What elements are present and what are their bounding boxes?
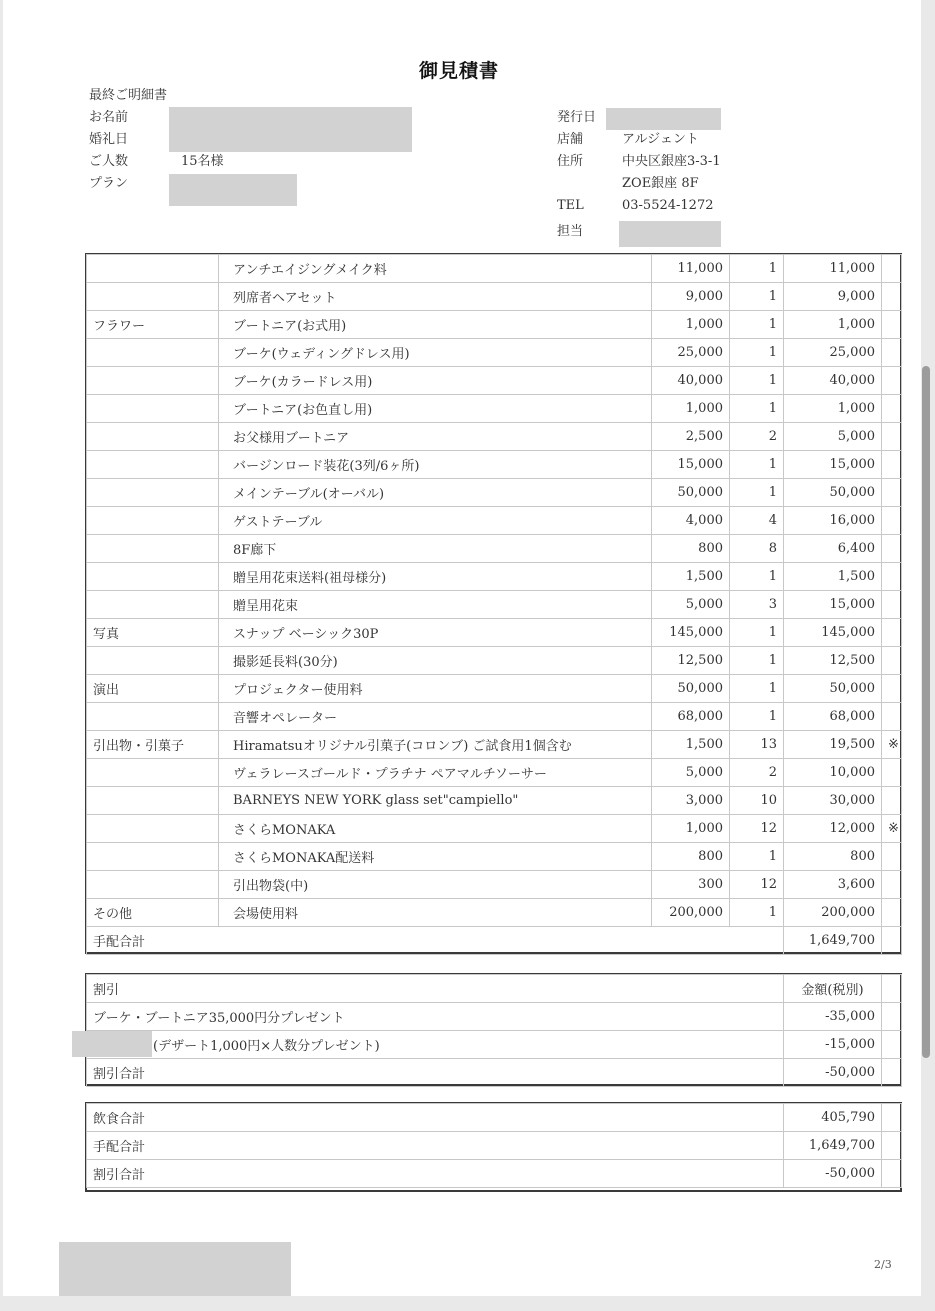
table-row xyxy=(87,535,902,563)
item-price: 1,500 xyxy=(652,563,730,591)
item-mark xyxy=(882,395,902,423)
item-mark xyxy=(882,311,902,339)
item-name: 8F廊下 xyxy=(219,535,652,563)
table-row xyxy=(87,423,902,451)
item-qty: 2 xyxy=(730,759,784,787)
item-category xyxy=(87,395,219,423)
item-name: 音響オペレーター xyxy=(219,703,652,731)
item-name: スナップ ベーシック30P xyxy=(219,619,652,647)
item-amount: 16,000 xyxy=(784,507,882,535)
item-name: 贈呈用花束 xyxy=(219,591,652,619)
arrangement-total-label: 手配合計 xyxy=(87,927,784,955)
item-price: 15,000 xyxy=(652,451,730,479)
discount-header-label: 割引 xyxy=(87,975,784,1003)
table-row xyxy=(87,507,902,535)
discount-total-row xyxy=(87,1059,902,1087)
table-row xyxy=(87,591,902,619)
item-mark xyxy=(882,283,902,311)
items-table xyxy=(86,254,902,955)
item-category xyxy=(87,283,219,311)
item-qty: 1 xyxy=(730,395,784,423)
table-row xyxy=(87,675,902,703)
item-amount: 15,000 xyxy=(784,451,882,479)
item-qty: 1 xyxy=(730,647,784,675)
item-qty: 1 xyxy=(730,451,784,479)
scrollbar-thumb[interactable] xyxy=(922,366,930,1058)
item-qty: 13 xyxy=(730,731,784,759)
item-category xyxy=(87,479,219,507)
item-mark xyxy=(882,255,902,283)
item-qty: 3 xyxy=(730,591,784,619)
item-mark xyxy=(882,563,902,591)
item-name: アンチエイジングメイク料 xyxy=(219,255,652,283)
item-category xyxy=(87,255,219,283)
item-price: 25,000 xyxy=(652,339,730,367)
table-row xyxy=(87,395,902,423)
item-category xyxy=(87,815,219,843)
item-qty: 1 xyxy=(730,899,784,927)
item-amount: 12,000 xyxy=(784,815,882,843)
table-row xyxy=(87,255,902,283)
item-category: 演出 xyxy=(87,675,219,703)
item-name: 会場使用料 xyxy=(219,899,652,927)
item-category xyxy=(87,871,219,899)
item-category xyxy=(87,451,219,479)
item-mark xyxy=(882,647,902,675)
address-line1: 中央区銀座3-3-1 xyxy=(622,154,721,169)
plan-label: プラン xyxy=(89,176,129,191)
discount-header-amount-label: 金額(税別) xyxy=(784,975,882,1003)
summary-label: 飲食合計 xyxy=(87,1104,784,1132)
item-qty: 4 xyxy=(730,507,784,535)
summary-label: 割引合計 xyxy=(87,1160,784,1188)
item-category xyxy=(87,507,219,535)
item-mark xyxy=(882,451,902,479)
item-name: 撮影延長料(30分) xyxy=(219,647,652,675)
item-name: BARNEYS NEW YORK glass set"campiello" xyxy=(219,787,652,815)
item-amount: 10,000 xyxy=(784,759,882,787)
item-category: その他 xyxy=(87,899,219,927)
summary-row xyxy=(87,1160,902,1188)
item-price: 1,000 xyxy=(652,311,730,339)
item-name: メインテーブル(オーバル) xyxy=(219,479,652,507)
item-amount: 15,000 xyxy=(784,591,882,619)
item-name: バージンロード装花(3列/6ヶ所) xyxy=(219,451,652,479)
redacted-plan xyxy=(169,174,297,206)
item-amount: 1,000 xyxy=(784,311,882,339)
store-label: 店舗 xyxy=(557,132,584,147)
item-amount: 800 xyxy=(784,843,882,871)
item-name: ブートニア(お色直し用) xyxy=(219,395,652,423)
item-price: 2,500 xyxy=(652,423,730,451)
item-price: 9,000 xyxy=(652,283,730,311)
item-qty: 1 xyxy=(730,843,784,871)
item-mark xyxy=(882,339,902,367)
item-qty: 2 xyxy=(730,423,784,451)
table-row xyxy=(87,563,902,591)
item-mark xyxy=(882,619,902,647)
table-row xyxy=(87,787,902,815)
discount-total-amount: -50,000 xyxy=(784,1059,882,1087)
item-category xyxy=(87,367,219,395)
discount-table xyxy=(86,974,902,1087)
tel-value: 03-5524-1272 xyxy=(622,198,714,213)
item-amount: 200,000 xyxy=(784,899,882,927)
item-qty: 1 xyxy=(730,675,784,703)
item-category xyxy=(87,647,219,675)
discount-row-label: (デザート1,000円×人数分プレゼント) xyxy=(87,1031,784,1059)
discount-total-label: 割引合計 xyxy=(87,1059,784,1087)
item-name: 引出物袋(中) xyxy=(219,871,652,899)
table-row xyxy=(87,647,902,675)
table-row xyxy=(87,815,902,843)
item-qty: 8 xyxy=(730,535,784,563)
item-price: 11,000 xyxy=(652,255,730,283)
item-price: 4,000 xyxy=(652,507,730,535)
item-price: 800 xyxy=(652,535,730,563)
item-mark: ※ xyxy=(882,731,902,759)
table-row xyxy=(87,871,902,899)
item-qty: 1 xyxy=(730,311,784,339)
guests-value: 15名様 xyxy=(181,154,224,169)
item-qty: 1 xyxy=(730,283,784,311)
item-price: 50,000 xyxy=(652,479,730,507)
table-row xyxy=(87,311,902,339)
table-row xyxy=(87,451,902,479)
staff-label: 担当 xyxy=(557,224,584,239)
item-mark xyxy=(882,479,902,507)
item-amount: 11,000 xyxy=(784,255,882,283)
item-price: 5,000 xyxy=(652,591,730,619)
item-price: 68,000 xyxy=(652,703,730,731)
summary-amount: 1,649,700 xyxy=(784,1132,882,1160)
item-qty: 1 xyxy=(730,619,784,647)
item-mark xyxy=(882,899,902,927)
discount-row-amount: -15,000 xyxy=(784,1031,882,1059)
item-category xyxy=(87,563,219,591)
discount-row xyxy=(87,1003,902,1031)
item-name: 列席者ヘアセット xyxy=(219,283,652,311)
item-qty: 1 xyxy=(730,339,784,367)
discount-header-row xyxy=(87,975,902,1003)
summary-row xyxy=(87,1132,902,1160)
item-category: 写真 xyxy=(87,619,219,647)
item-mark xyxy=(882,675,902,703)
table-row xyxy=(87,339,902,367)
address-label: 住所 xyxy=(557,154,584,169)
item-price: 1,000 xyxy=(652,395,730,423)
item-name: 贈呈用花束送料(祖母様分) xyxy=(219,563,652,591)
item-price: 1,000 xyxy=(652,815,730,843)
item-amount: 25,000 xyxy=(784,339,882,367)
item-price: 5,000 xyxy=(652,759,730,787)
item-name: プロジェクター使用料 xyxy=(219,675,652,703)
address-line2: ZOE銀座 8F xyxy=(622,176,699,191)
item-mark xyxy=(882,535,902,563)
redacted-footer xyxy=(59,1242,291,1296)
item-qty: 1 xyxy=(730,563,784,591)
summary-label: 手配合計 xyxy=(87,1132,784,1160)
item-mark xyxy=(882,759,902,787)
item-name: ブートニア(お式用) xyxy=(219,311,652,339)
item-amount: 9,000 xyxy=(784,283,882,311)
item-category xyxy=(87,703,219,731)
table-row xyxy=(87,731,902,759)
wedding-date-label: 婚礼日 xyxy=(89,132,129,147)
item-price: 300 xyxy=(652,871,730,899)
table-row xyxy=(87,619,902,647)
item-mark: ※ xyxy=(882,815,902,843)
item-name: ゲストテーブル xyxy=(219,507,652,535)
redacted-discount-label xyxy=(72,1031,152,1057)
item-price: 40,000 xyxy=(652,367,730,395)
item-amount: 145,000 xyxy=(784,619,882,647)
item-mark xyxy=(882,507,902,535)
name-label: お名前 xyxy=(89,110,129,125)
table-row xyxy=(87,283,902,311)
table-row xyxy=(87,703,902,731)
item-name: さくらMONAKA配送料 xyxy=(219,843,652,871)
item-name: ブーケ(カラードレス用) xyxy=(219,367,652,395)
item-amount: 1,500 xyxy=(784,563,882,591)
item-name: お父様用ブートニア xyxy=(219,423,652,451)
item-qty: 1 xyxy=(730,367,784,395)
tel-label: TEL xyxy=(557,198,584,213)
item-name: ヴェラレースゴールド・プラチナ ペアマルチソーサー xyxy=(219,759,652,787)
document-title: 御見積書 xyxy=(418,60,499,82)
item-amount: 12,500 xyxy=(784,647,882,675)
arrangement-total-row xyxy=(87,927,902,955)
item-amount: 6,400 xyxy=(784,535,882,563)
item-category: フラワー xyxy=(87,311,219,339)
summary-amount: 405,790 xyxy=(784,1104,882,1132)
item-qty: 1 xyxy=(730,255,784,283)
item-category xyxy=(87,759,219,787)
store-value: アルジェント xyxy=(622,132,699,147)
item-name: Hiramatsuオリジナル引菓子(コロンブ) ご試食用1個含む xyxy=(219,731,652,759)
item-amount: 1,000 xyxy=(784,395,882,423)
guests-label: ご人数 xyxy=(89,154,129,169)
redacted-name-date xyxy=(169,107,412,152)
item-amount: 30,000 xyxy=(784,787,882,815)
arrangement-total-amount: 1,649,700 xyxy=(784,927,882,955)
item-category xyxy=(87,591,219,619)
item-price: 200,000 xyxy=(652,899,730,927)
issue-date-label: 発行日 xyxy=(557,110,597,125)
item-mark xyxy=(882,367,902,395)
redacted-staff xyxy=(619,221,721,247)
item-name: ブーケ(ウェディングドレス用) xyxy=(219,339,652,367)
item-amount: 50,000 xyxy=(784,675,882,703)
item-mark xyxy=(882,843,902,871)
item-mark xyxy=(882,703,902,731)
table-row xyxy=(87,899,902,927)
item-qty: 12 xyxy=(730,815,784,843)
item-price: 1,500 xyxy=(652,731,730,759)
table-row xyxy=(87,479,902,507)
item-category xyxy=(87,339,219,367)
item-price: 800 xyxy=(652,843,730,871)
item-qty: 1 xyxy=(730,703,784,731)
table-row xyxy=(87,759,902,787)
item-amount: 40,000 xyxy=(784,367,882,395)
page-number: 2/3 xyxy=(874,1258,892,1271)
summary-table xyxy=(86,1103,902,1188)
discount-row-amount: -35,000 xyxy=(784,1003,882,1031)
item-amount: 68,000 xyxy=(784,703,882,731)
item-amount: 19,500 xyxy=(784,731,882,759)
item-amount: 5,000 xyxy=(784,423,882,451)
summary-row xyxy=(87,1104,902,1132)
item-category xyxy=(87,843,219,871)
item-price: 12,500 xyxy=(652,647,730,675)
item-price: 145,000 xyxy=(652,619,730,647)
item-category xyxy=(87,423,219,451)
item-qty: 10 xyxy=(730,787,784,815)
discount-row xyxy=(87,1031,902,1059)
item-amount: 50,000 xyxy=(784,479,882,507)
table-row xyxy=(87,843,902,871)
item-mark xyxy=(882,871,902,899)
item-category xyxy=(87,535,219,563)
summary-amount: -50,000 xyxy=(784,1160,882,1188)
item-mark xyxy=(882,591,902,619)
item-mark xyxy=(882,787,902,815)
item-qty: 1 xyxy=(730,479,784,507)
item-qty: 12 xyxy=(730,871,784,899)
item-price: 3,000 xyxy=(652,787,730,815)
table-row xyxy=(87,367,902,395)
item-amount: 3,600 xyxy=(784,871,882,899)
item-category: 引出物・引菓子 xyxy=(87,731,219,759)
discount-row-label: ブーケ・ブートニア35,000円分プレゼント xyxy=(87,1003,784,1031)
item-mark xyxy=(882,423,902,451)
redacted-issue-date xyxy=(606,108,721,130)
item-name: さくらMONAKA xyxy=(219,815,652,843)
subtitle: 最終ご明細書 xyxy=(89,88,168,103)
item-category xyxy=(87,787,219,815)
item-price: 50,000 xyxy=(652,675,730,703)
